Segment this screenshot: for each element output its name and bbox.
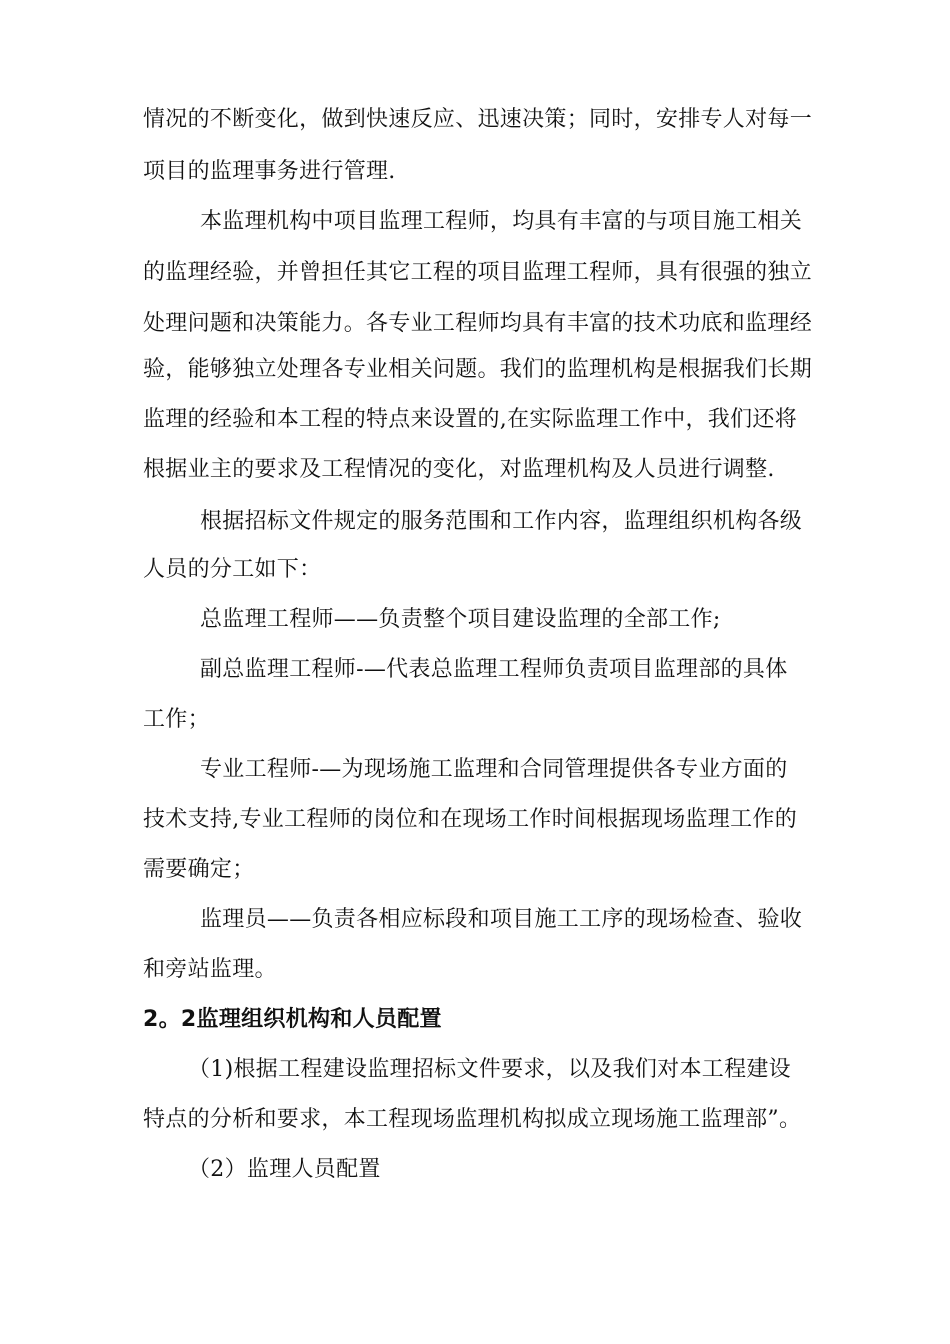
paragraph-line: 特点的分析和要求，本工程现场监理机构拟成立现场施工监理部”。	[143, 1107, 802, 1132]
paragraph-line: 情况的不断变化，做到快速反应、迅速决策；同时，安排专人对每一	[143, 107, 813, 132]
list-item-2: （2）监理人员配置	[188, 1157, 381, 1182]
role-line-deputy-engineer: 副总监理工程师-—代表总监理工程师负责项目监理部的具体	[200, 657, 788, 682]
paragraph-line: 根据招标文件规定的服务范围和工作内容，监理组织机构各级	[200, 509, 803, 534]
paragraph-line: 需要确定；	[143, 857, 255, 882]
paragraph-line: 项目的监理事务进行管理.	[143, 159, 396, 184]
paragraph-line: 根据业主的要求及工程情况的变化，对监理机构及人员进行调整.	[143, 457, 775, 482]
paragraph-line: 的监理经验，并曾担任其它工程的项目监理工程师，具有很强的独立	[143, 260, 813, 285]
list-item-1: （1)根据工程建设监理招标文件要求，以及我们对本工程建设	[188, 1057, 791, 1082]
paragraph-line: 技术支持,专业工程师的岗位和在现场工作时间根据现场监理工作的	[143, 807, 797, 832]
paragraph-line: 人员的分工如下：	[143, 557, 322, 582]
paragraph-line: 和旁站监理。	[143, 957, 277, 982]
role-line-supervisor: 监理员——负责各相应标段和项目施工工序的现场检查、验收	[200, 907, 803, 932]
paragraph-line: 监理的经验和本工程的特点来设置的,在实际监理工作中，我们还将	[143, 407, 797, 432]
paragraph-line: 工作；	[143, 707, 210, 732]
role-line-chief-engineer: 总监理工程师——负责整个项目建设监理的全部工作;	[200, 607, 721, 632]
paragraph-line: 处理问题和决策能力。各专业工程师均具有丰富的技术功底和监理经	[143, 311, 813, 336]
paragraph-line: 本监理机构中项目监理工程师，均具有丰富的与项目施工相关	[200, 209, 803, 234]
section-heading: 2。2监理组织机构和人员配置	[143, 1007, 442, 1032]
role-line-specialist-engineer: 专业工程师-—为现场施工监理和合同管理提供各专业方面的	[200, 757, 788, 782]
paragraph-line: 验，能够独立处理各专业相关问题。我们的监理机构是根据我们长期	[143, 357, 813, 382]
